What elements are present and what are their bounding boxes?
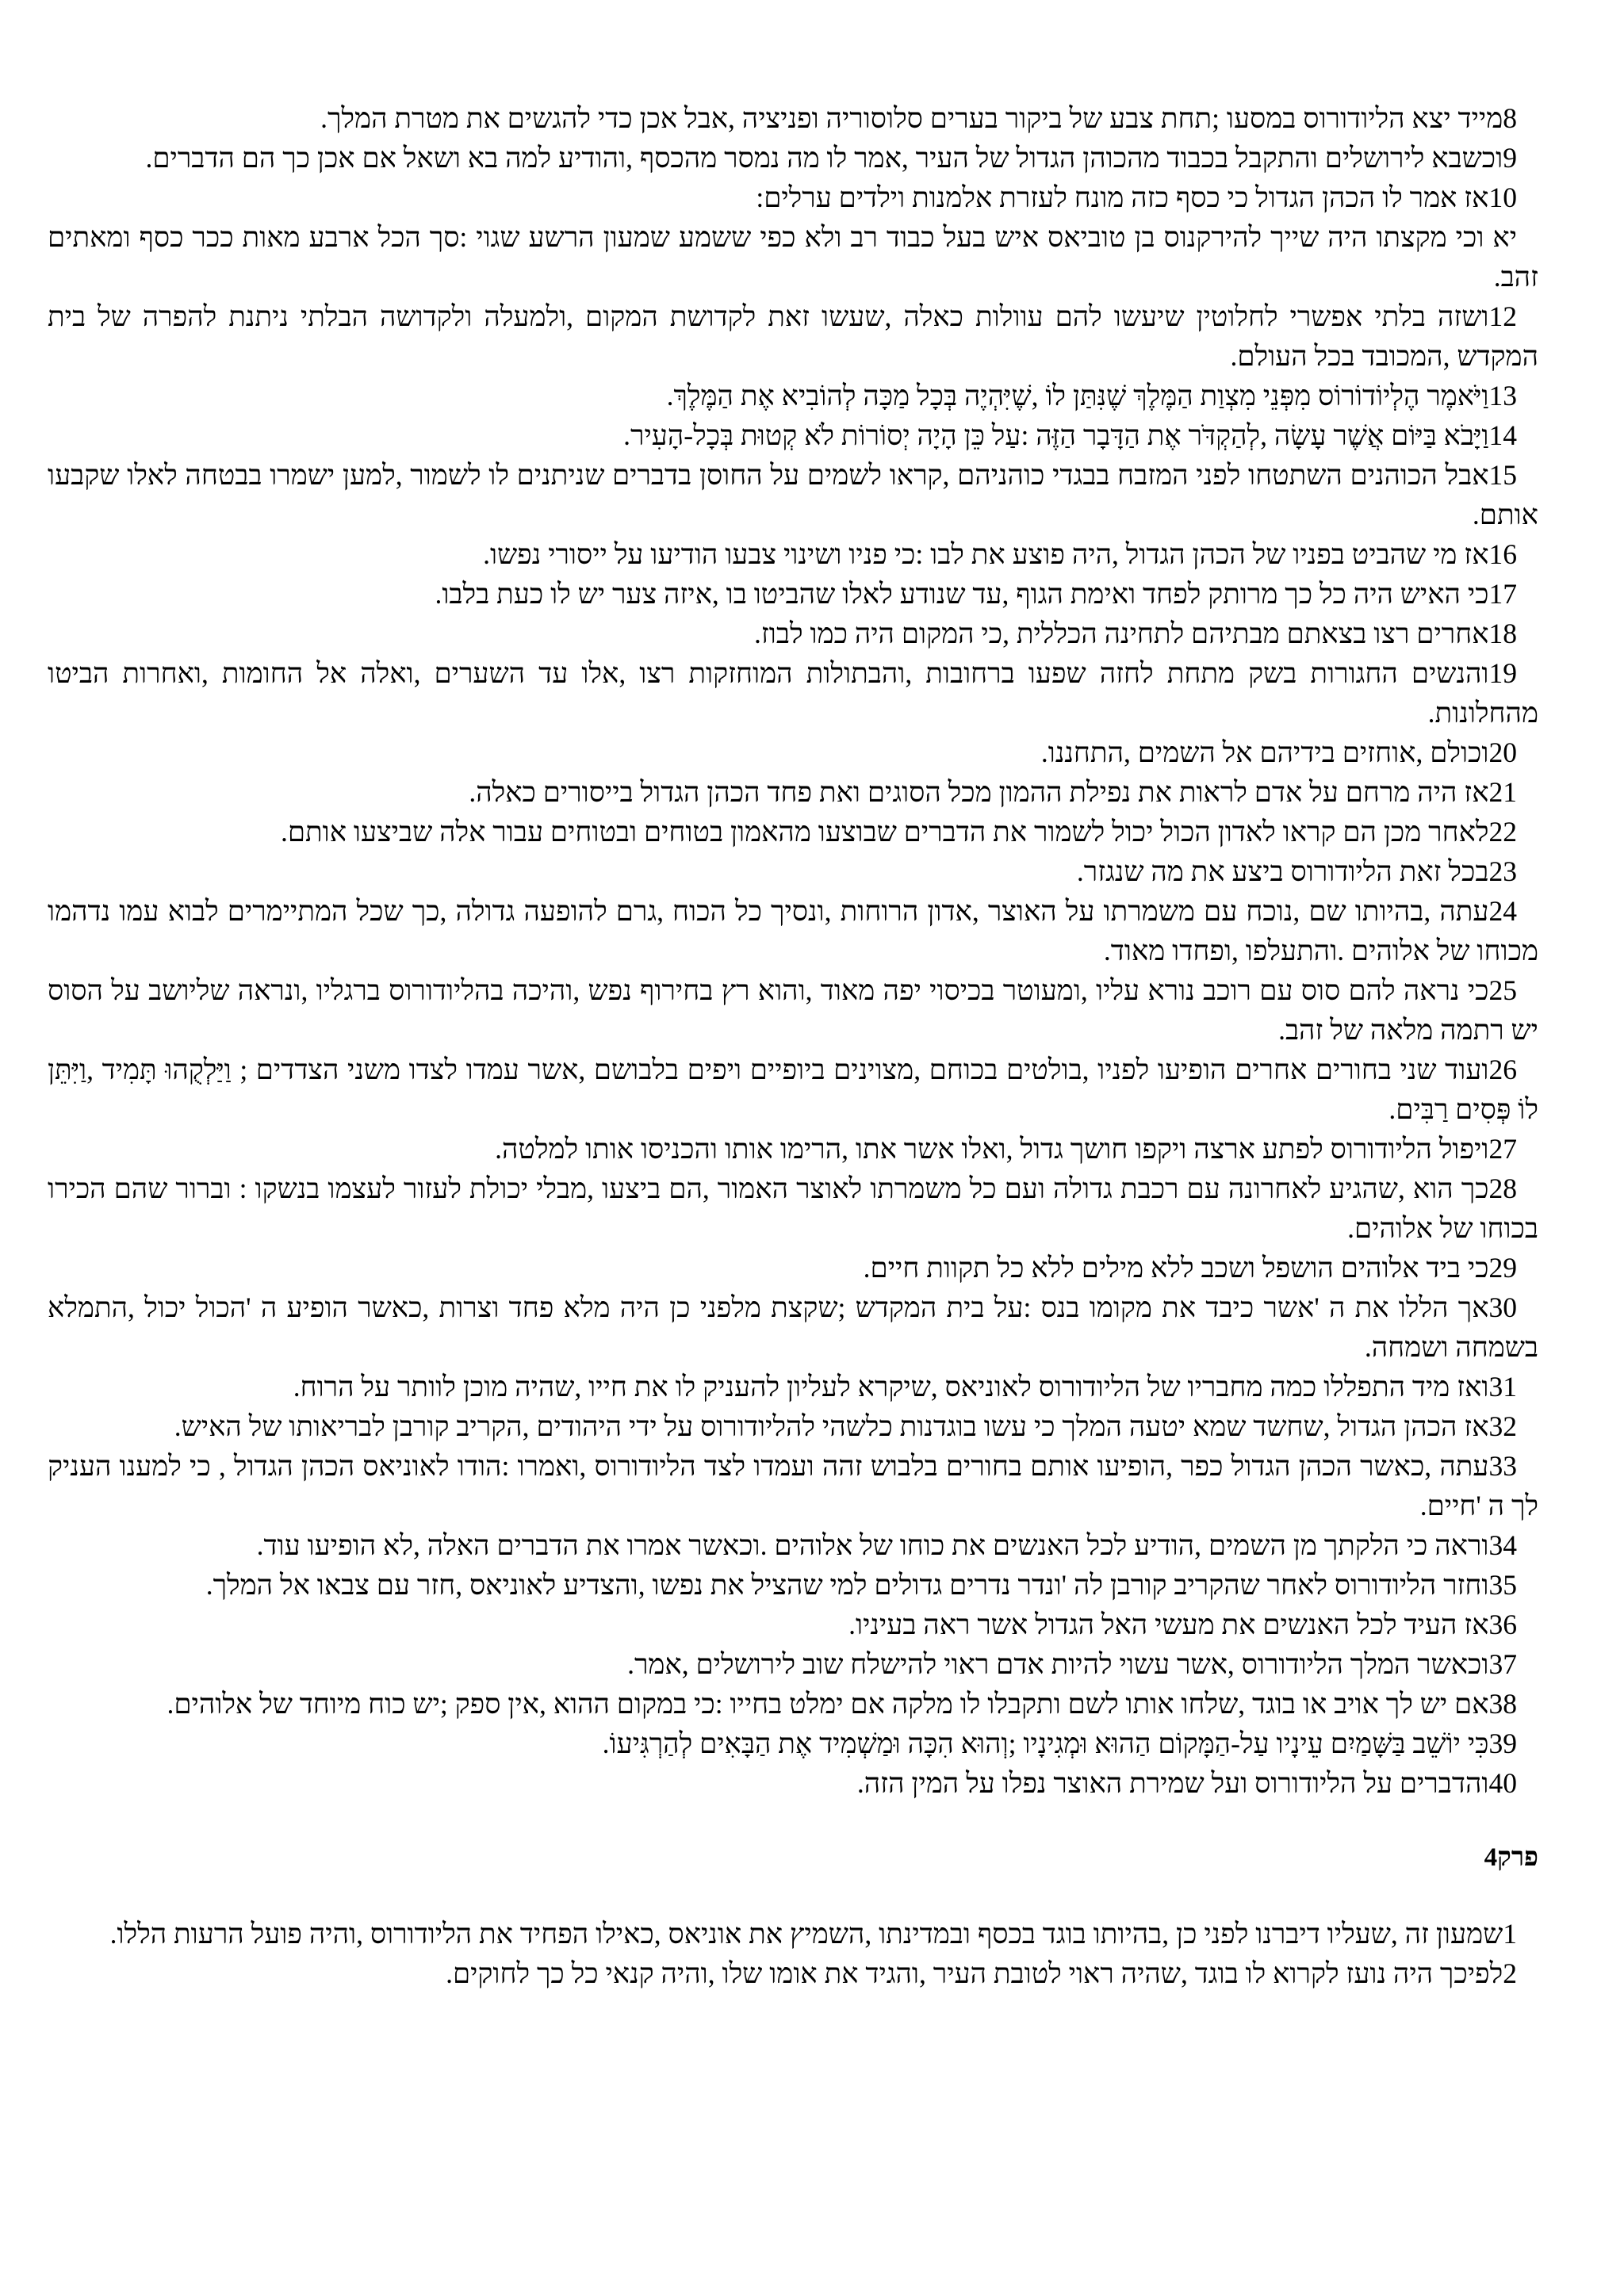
verse-text: כי ביד אלוהים הושפל ושכב ללא מילים ללא כל תקוות חיים. — [863, 1252, 1489, 1284]
verse — [48, 1644, 1538, 1684]
verse — [48, 851, 1538, 891]
verse-text: יא וכי מקצתו היה שייך להירקנוס בן טוביאס איש בעל כבוד רב ולא כפי ששמע שמעון הרשע שגוי :סך הכל ארבע מאות ככר כסף ומאתים זהב. — [48, 221, 1538, 293]
verse — [48, 1914, 1538, 1954]
verse — [48, 297, 1538, 376]
verse-number: 31 — [1488, 1371, 1517, 1402]
verse-number: 32 — [1488, 1410, 1517, 1442]
chapter-heading: פרק4 — [1484, 1843, 1538, 1872]
verse-text: ועוד שני בחורים אחרים הופיעו לפניו ,בולטים בכוחם ,מצוינים ביופיים ויפים בלבושם ,אשר עמדו לצדו משני הצדדים ; וַיַּלְקֻהוּ תָּמִיד ,וַיִּתֵּן לוֹ פְּסִים רַבִּים. — [48, 1054, 1538, 1125]
verse-text: אז אמר לו הכהן הגדול כי כסף כזה מונח לעזרת אלמנות וילדים ערלים: — [756, 182, 1489, 213]
verse-text: כי נראה להם סוס עם רוכב נורא עליו ,ומעוטר בכיסוי יפה מאוד ,והוא רץ בחירוף נפש ,והיכה בהליודורוס ברגליו ,ונראה שליושב על הסוס יש רתמה מלאה של זהב. — [48, 974, 1538, 1046]
verse — [48, 1406, 1538, 1446]
verse-number: 13 — [1488, 380, 1517, 411]
verse-number: 20 — [1488, 737, 1517, 768]
verse-number: 14 — [1488, 419, 1517, 451]
verse-text: ושזה בלתי אפשרי לחלוטין שיעשו להם עוולות כאלה ,שעשו זאת לקדושת המקום ,ולמעלה ולקדושה הבלתי ניתנת להפרה של בית המקדש ,המכובד בכל העולם. — [48, 300, 1538, 372]
verse-number: 15 — [1488, 459, 1517, 491]
verse — [48, 772, 1538, 812]
verse-number: 34 — [1488, 1529, 1517, 1561]
verse-text: לפיכך היה נועז לקרוא לו בוגד ,שהיה ראוי לטובת העיר ,והגיד את אומו שלו ,והיה קנאי כל כך לחוקים. — [446, 1957, 1503, 1989]
verse-number: 17 — [1488, 578, 1517, 610]
verse-number: 29 — [1488, 1252, 1517, 1284]
verse — [48, 614, 1538, 653]
verse — [48, 970, 1538, 1050]
verse-number: 40 — [1488, 1767, 1517, 1799]
verse-number: 12 — [1488, 300, 1517, 332]
verse-number: 1 — [1503, 1918, 1517, 1950]
verse — [48, 1565, 1538, 1605]
verse-number: 22 — [1488, 816, 1517, 848]
verse-number: 33 — [1488, 1450, 1517, 1482]
verse-text: וחזר הליודורוס לאחר שהקריב קורבן לה 'ונדר נדרים גדולים למי שהציל את נפשו ,והצדיע לאוניאס ,חזר עם צבאו אל המלך. — [205, 1569, 1489, 1601]
verse-number: 28 — [1488, 1173, 1517, 1204]
verse-number: 36 — [1488, 1609, 1517, 1640]
verse-text: כי האיש היה כל כך מרותק לפחד ואימת הגוף ,עד שנודע לאלו שהביטו בו ,איזה צער יש לו כעת בלבו. — [435, 578, 1489, 610]
verse — [48, 812, 1538, 851]
verse-text: וראה כי הלקתך מן השמים ,הודיע לכל האנשים את כוחו של אלוהים .וכאשר אמרו את הדברים האלה ,לא הופיעו עוד. — [256, 1529, 1489, 1561]
verse — [48, 534, 1538, 574]
verse-text: וכשבא לירושלים והתקבל בכבוד מהכוהן הגדול של העיר ,אמר לו מה נמסר מהכסף ,והודיע למה בא ושאל אם אכן כך הם הדברים. — [145, 142, 1503, 174]
verse — [48, 1129, 1538, 1169]
verse — [48, 891, 1538, 970]
verse-text: אך הללו את ה 'אשר כיבד את מקומו בנס :על בית המקדש ;שקצת מלפני כן היה מלא פחד וצרות ,כאשר הופיע ה 'הכול יכול ,התמלא בשמחה ושמחה. — [48, 1292, 1538, 1363]
verse-text: אחרים רצו בצאתם מבתיהם לתחינה הכללית ,כי המקום היה כמו לבוז. — [754, 618, 1489, 649]
document-page — [48, 98, 1538, 1993]
verse — [48, 138, 1538, 178]
verse — [48, 653, 1538, 733]
verse — [48, 98, 1538, 138]
verse-text: אז מי שהביט בפניו של הכהן הגדול ,היה פוצע את לבו :כי פניו ושינוי צבעו הודיעו על ייסורי נפשו. — [483, 538, 1489, 570]
verse — [48, 1288, 1538, 1367]
verse-text: וַיֹּאמֶר הֶלְיוֹדוֹרוֹס מִפְּנֵי מִצְוַת הַמֶּלֶךְ שֶׁנִּתַּן לוֹ ,שֶׁיִּהְיֶה בְּכָל מַכָּה לְהוֹבִיא אֶת הַמֶּלֶךְ. — [666, 380, 1489, 411]
verse-text: ויפול הליודורוס לפתע ארצה ויקפו חושך גדול ,ואלו אשר אתו ,הרימו אותו והכניסו אותו למלטה. — [495, 1133, 1489, 1165]
verse-text: עתה ,בהיותו שם ,נוכח עם משמרתו על האוצר ,אדון הרוחות ,ונסיך כל הכוח ,גרם להופעה גדולה ,כך שכל המתיימרים לבוא עמו נדהמו מכוחו של אלוהים .והתעלפו ,ופחדו מאוד. — [48, 895, 1538, 966]
verse — [48, 455, 1538, 534]
verse-number: 39 — [1488, 1728, 1517, 1759]
verse-text: אז העיד לכל האנשים את מעשי האל הגדול אשר ראה בעיניו. — [848, 1609, 1489, 1640]
verse-text: אז היה מרחם על אדם לראות את נפילת ההמון מכל הסוגים ואת פחד הכהן הגדול בייסורים כאלה. — [469, 776, 1489, 808]
verse-number: 35 — [1488, 1569, 1517, 1601]
verse-text: מייד יצא הליודורוס במסעו ;תחת צבע של ביקור בערים סלוסוריה ופניציה ,אבל אכן כדי להגשים את מטרת המלך. — [320, 102, 1503, 134]
verse-number: 19 — [1488, 657, 1517, 689]
verse-number: 25 — [1488, 974, 1517, 1006]
verse — [48, 1169, 1538, 1248]
verse — [48, 217, 1538, 297]
verse — [48, 1954, 1538, 1993]
verse — [48, 733, 1538, 772]
verse — [48, 1605, 1538, 1644]
verse-text: וַיָּבֹא בַּיּוֹם אֲשֶׁר עָשָׂה ,לְהַקְדֹּר אֶת הַדָּבָר הַזֶּה :עַל כֵּן הָיָה יְסוֹרוֹת לֹא קְטוּת בְּכָל-הָעִיר. — [623, 419, 1489, 451]
verse-text: וכאשר המלך הליודורוס ,אשר עשוי להיות אדם ראוי להישלח שוב לירושלים ,אמר. — [627, 1648, 1489, 1680]
verse-text: עתה ,כאשר הכהן הגדול כפר ,הופיעו אותם בחורים בלבוש זהה ועמדו לצד הליודורוס ,ואמרו :הודו לאוניאס הכהן הגדול , כי למענו העניק לך ה 'חיים. — [48, 1450, 1538, 1521]
verse-text: לאחר מכן הם קראו לאדון הכול יכול לשמור את הדברים שבוצעו מהאמון בטוחים ובטוחים עבור אלה שביצעו אותם. — [280, 816, 1489, 848]
verse — [48, 376, 1538, 415]
verse-text: וכולם ,אוחזים בידיהם אל השמים ,התחננו. — [1040, 737, 1489, 768]
verse-number: 26 — [1488, 1054, 1517, 1085]
verse-number: 23 — [1488, 855, 1517, 887]
verse-number: 9 — [1503, 142, 1517, 174]
verse-text: כך הוא ,שהגיע לאחרונה עם רכבת גדולה ועם כל משמרתו לאוצר האמור ,הם ביצעו ,מבלי יכולת לעזור לעצמו בנשקו : וברור שהם הכירו בכוחו של אלוהים. — [48, 1173, 1538, 1244]
verse — [48, 178, 1538, 217]
verse-number: 21 — [1488, 776, 1517, 808]
verse — [48, 1446, 1538, 1525]
chapter-verse-list — [48, 1914, 1538, 1993]
verse — [48, 1763, 1538, 1803]
verse — [48, 574, 1538, 614]
verse-number: 10 — [1488, 182, 1517, 213]
verse — [48, 1050, 1538, 1129]
verse-text: בכל זאת הליודורוס ביצע את מה שנגזר. — [1076, 855, 1489, 887]
verse-number: 37 — [1488, 1648, 1517, 1680]
verse-number: 2 — [1503, 1957, 1517, 1989]
verse-number: 27 — [1488, 1133, 1517, 1165]
verse-text: אבל הכוהנים השתטחו לפני המזבח בבגדי כוהניהם ,קראו לשמים על החוסן בדברים שניתנים לו לשמור ,למען ישמרו בבטחה לאלו שקבעו אותם. — [48, 459, 1538, 530]
verse-number: 8 — [1503, 102, 1517, 134]
verse — [48, 1724, 1538, 1763]
verse-list — [48, 98, 1538, 1803]
verse-text: שמעון זה ,שעליו דיברנו לפני כן ,בהיותו בוגד בכסף ובמדינתו ,השמיץ את אוניאס ,כאילו הפחיד את הליודורוס ,והיה פועל הרעות הללו. — [109, 1918, 1503, 1950]
verse-number: 30 — [1488, 1292, 1517, 1323]
verse — [48, 1684, 1538, 1724]
verse-text: אם יש לך אויב או בוגד ,שלחו אותו לשם ותקבלו לו מלקה אם ימלט בחייו :כי במקום ההוא ,אין ספק ;יש כוח מיוחד של אלוהים. — [167, 1688, 1489, 1720]
verse-text: והדברים על הליודורוס ועל שמירת האוצר נפלו על המין הזה. — [856, 1767, 1489, 1799]
verse-number: 16 — [1488, 538, 1517, 570]
verse — [48, 1248, 1538, 1288]
verse-number: 18 — [1488, 618, 1517, 649]
verse-text: כִּי יוֹשֵׁב בַּשָּׁמַיִם עֵינָיו עַל-הַמָּקוֹם הַהוּא וּמְגִינָיו ;וְהוּא הִכָּה וּמַשְׁמִיד אֶת הַבָּאִים לְהַרְגִּיעוֹ. — [602, 1728, 1489, 1759]
verse — [48, 1367, 1538, 1406]
verse — [48, 415, 1538, 455]
verse-number: 38 — [1488, 1688, 1517, 1720]
verse — [48, 1525, 1538, 1565]
verse-text: והנשים החגורות בשק מתחת לחזה שפעו ברחובות ,והבתולות המוחזקות רצו ,אלו עד השערים ,ואלה אל החומות ,ואחרות הביטו מהחלונות. — [48, 657, 1538, 729]
verse-text: אז הכהן הגדול ,שחשד שמא יטעה המלך כי עשו בוגדנות כלשהי להליודורוס על ידי היהודים ,הקריב קורבן לבריאותו של האיש. — [174, 1410, 1489, 1442]
verse-number: 24 — [1488, 895, 1517, 927]
verse-text: ואז מיד התפללו כמה מחבריו של הליודורוס לאוניאס ,שיקרא לעליון להעניק לו את חייו ,שהיה מוכן לוותר על הרוח. — [293, 1371, 1489, 1402]
